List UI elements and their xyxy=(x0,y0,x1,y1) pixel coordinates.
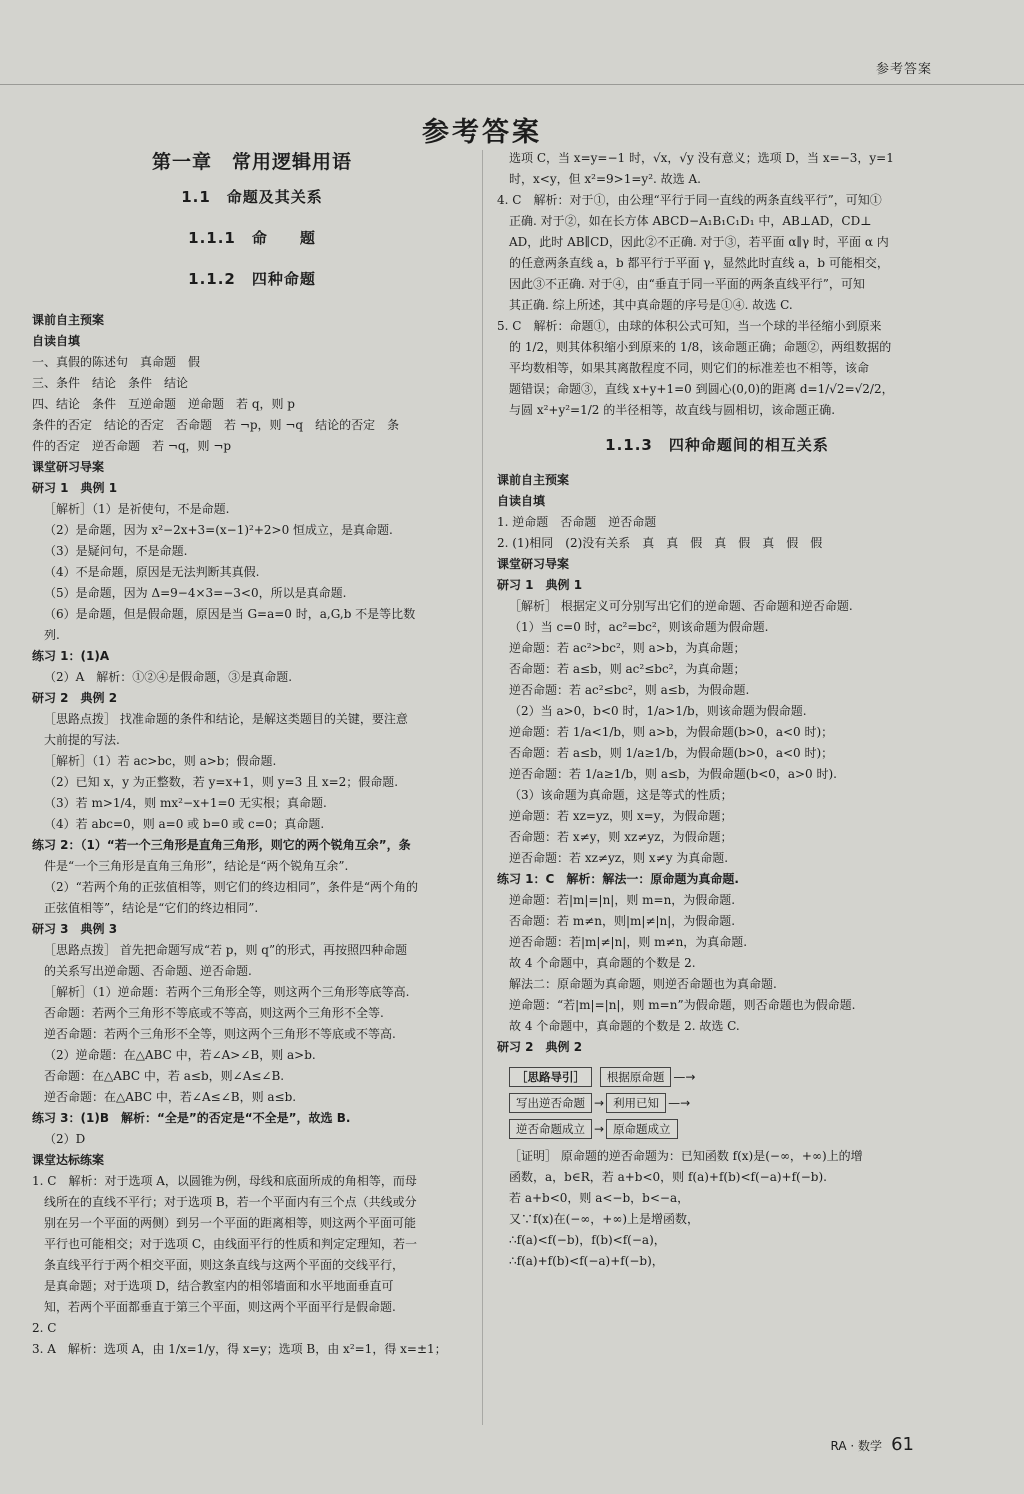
arrow-right-icon: —→ xyxy=(668,1095,691,1110)
answer-line: 选项 C，当 x=y=−1 时，√x，√y 没有意义；选项 D，当 x=−3，y=1 xyxy=(509,151,894,165)
answer-line: （6）是命题，但是假命题，原因是当 G=a=0 时，a,G,b 不是等比数 xyxy=(44,607,416,621)
answer-line: 又∵f(x)在(−∞，+∞)上是增函数， xyxy=(509,1212,700,1226)
answer-line: 逆命题：若 1/a<1/b，则 a>b，为假命题(b>0，a<0 时)； xyxy=(509,725,834,739)
answer-line: 否命题：若 m≠n，则|m|≠|n|，为假命题. xyxy=(509,914,736,928)
right-answer-lines-bottom xyxy=(497,470,937,1058)
answer-line: 逆命题：若 xz=yz，则 x=y，为假命题； xyxy=(509,809,733,823)
answer-line: 函数，a，b∈R，若 a+b<0，则 f(a)+f(b)<f(−a)+f(−b). xyxy=(509,1170,827,1184)
answer-line: 大前提的写法. xyxy=(44,733,120,747)
answer-line: 三、条件 结论 条件 结论 xyxy=(32,376,189,390)
answer-line: 逆否命题：若 xz≠yz，则 x≠y 为真命题. xyxy=(509,851,729,865)
arrow-right-icon: → xyxy=(594,1121,605,1136)
flow-box-use-known: 利用已知 xyxy=(606,1093,666,1113)
answer-line: 因此③不正确. 对于④，由“垂直于同一平面的两条直线平行”，可知 xyxy=(509,277,865,291)
answer-line: （5）是命题，因为 Δ=9−4×3=−3<0，所以是真命题. xyxy=(44,586,347,600)
answer-line: 故 4 个命题中，真命题的个数是 2. xyxy=(509,956,696,970)
section-heading: 自读自填 xyxy=(32,334,81,348)
answer-line: 四、结论 条件 互逆命题 逆命题 若 q，则 p xyxy=(32,397,295,411)
answer-line: （2）A 解析：①②④是假命题，③是真命题. xyxy=(44,670,293,684)
answer-line: 1. C 解析：对于选项 A，以圆锥为例，母线和底面所成的角相等，而母 xyxy=(32,1174,417,1188)
answer-line: 条件的否定 结论的否定 否命题 若 ¬p，则 ¬q 结论的否定 条 xyxy=(32,418,400,432)
answer-line: 逆命题：若|m|=|n|，则 m=n，为假命题. xyxy=(509,893,736,907)
answer-line: 否命题：在△ABC 中，若 a≤b，则∠A≤∠B. xyxy=(44,1069,285,1083)
answer-line: 是真命题；对于选项 D，结合教室内的相邻墙面和水平地面垂直可 xyxy=(44,1279,394,1293)
answer-line: ［思路点拨］ 首先把命题写成“若 p，则 q”的形式，再按照四种命题 xyxy=(44,943,408,957)
answer-line: 件是“一个三角形是直角三角形”，结论是“两个锐角互余”. xyxy=(44,859,349,873)
answer-line: 5. C 解析：命题①，由球的体积公式可知，当一个球的半径缩小到原来 xyxy=(497,319,882,333)
section-heading: 练习 3：(1)B 解析：“全是”的否定是“不全是”，故选 B. xyxy=(32,1111,351,1125)
answer-line: 若 a+b<0，则 a<−b，b<−a， xyxy=(509,1191,690,1205)
answer-line: （3）该命题为真命题，这是等式的性质； xyxy=(509,788,733,802)
answer-line: ［解析］（1）是祈使句，不是命题. xyxy=(44,502,230,516)
answer-line: 2. C xyxy=(32,1321,57,1335)
answer-line: 逆否命题：在△ABC 中，若∠A≤∠B，则 a≤b. xyxy=(44,1090,297,1104)
answer-line: 逆否命题：若两个三角形不全等，则这两个三角形不等底或不等高. xyxy=(44,1027,396,1041)
arrow-icon xyxy=(592,1067,600,1088)
flow-tag: ［思路导引］ xyxy=(509,1067,592,1087)
answer-line: 的 1/2，则其体积缩小到原来的 1/8，该命题正确；命题②，两组数据的 xyxy=(509,340,892,354)
flow-box-contrapositive-holds: 逆否命题成立 xyxy=(509,1119,592,1139)
flow-box-original: 根据原命题 xyxy=(600,1067,672,1087)
answer-line: （4）不是命题，原因是无法判断其真假. xyxy=(44,565,260,579)
section-heading: 课堂达标练案 xyxy=(32,1153,105,1167)
answer-line: （4）若 abc=0，则 a=0 或 b=0 或 c=0；真命题. xyxy=(44,817,325,831)
page-number: 61 xyxy=(891,1434,914,1455)
answer-line: 逆命题：“若|m|=|n|，则 m=n”为假命题，则否命题也为假命题. xyxy=(509,998,856,1012)
answer-line: ［解析］ 根据定义可分别写出它们的逆命题、否命题和逆否命题. xyxy=(509,599,853,613)
answer-line: 否命题：若两个三角形不等底或不等高，则这两个三角形不全等. xyxy=(44,1006,384,1020)
answer-line: 3. A 解析：选项 A，由 1/x=1/y，得 x=y；选项 B，由 x²=1，得 x=±1； xyxy=(32,1342,447,1356)
section-heading: 研习 2 典例 2 xyxy=(32,691,118,705)
subsection-title: 1.1.2 四种命题 xyxy=(188,270,316,288)
subsection-title: 1.1.1 命 题 xyxy=(188,229,316,247)
page-header xyxy=(0,0,1024,88)
answer-line: 逆否命题：若|m|≠|n|，则 m≠n，为真命题. xyxy=(509,935,748,949)
chapter-title: 第一章 常用逻辑用语 xyxy=(151,151,352,173)
answer-line: AD，此时 AB∥CD，因此②不正确. 对于③，若平面 α∥γ 时，平面 α 内 xyxy=(509,235,889,249)
answer-line: 条直线平行于两个相交平面，则这条直线与这两个平面的交线平行， xyxy=(44,1258,405,1272)
answer-line: 4. C 解析：对于①，由公理“平行于同一直线的两条直线平行”，可知① xyxy=(497,193,882,207)
answer-line: （2）是命题，因为 x²−2x+3=(x−1)²+2>0 恒成立，是真命题. xyxy=(44,523,393,537)
section-heading: 研习 2 典例 2 xyxy=(497,1040,583,1054)
answer-line: 逆否命题：若 ac²≤bc²，则 a≤b，为假命题. xyxy=(509,683,750,697)
section-heading: 课前自主预案 xyxy=(497,473,570,487)
answer-line: ［解析］（1）逆命题：若两个三角形全等，则这两个三角形等底等高. xyxy=(44,985,410,999)
answer-line: 的关系写出逆命题、否命题、逆否命题. xyxy=(44,964,252,978)
answer-line: ［解析］（1）若 ac>bc，则 a>b；假命题. xyxy=(44,754,277,768)
left-answer-lines xyxy=(32,310,472,1360)
section-heading: 研习 1 典例 1 xyxy=(497,578,583,592)
arrow-right-icon: → xyxy=(594,1095,605,1110)
header-divider xyxy=(0,84,1024,85)
answer-line: 列. xyxy=(44,628,60,642)
answer-line: 时，x<y，但 x²=9>1=y². 故选 A. xyxy=(509,172,701,186)
header-label: 参考答案 xyxy=(875,62,932,77)
answer-line: 故 4 个命题中，真命题的个数是 2. 故选 C. xyxy=(509,1019,740,1033)
answer-line: 知，若两个平面都垂直于第三个平面，则这两个平面平行是假命题. xyxy=(44,1300,396,1314)
answer-line: ∴f(a)+f(b)<f(−a)+f(−b)， xyxy=(509,1254,664,1268)
answer-line: （3）若 m>1/4，则 mx²−x+1=0 无实根；真命题. xyxy=(44,796,327,810)
answer-line: （2）当 a>0，b<0 时，1/a>1/b，则该命题为假命题. xyxy=(509,704,807,718)
page-title: 参考答案 xyxy=(422,117,542,148)
answer-line: 正弦值相等”，结论是“它们的终边相同”. xyxy=(44,901,259,915)
answer-line: 平均数相等，如果其离散程度不同，则它们的标准差也不相等，该命 xyxy=(509,361,870,375)
answer-line: 2. (1)相同 (2)没有关系 真 真 假 真 假 真 假 假 xyxy=(497,536,823,550)
page-footer xyxy=(830,1434,914,1455)
answer-line: 题错误；命题③，直线 x+y+1=0 到圆心(0,0)的距离 d=1/√2=√2/2， xyxy=(509,382,894,396)
answer-line: （1）当 c=0 时，ac²=bc²，则该命题为假命题. xyxy=(509,620,769,634)
section-heading: 练习 1：(1)A xyxy=(32,649,110,663)
answer-line: ∴f(a)<f(−b)，f(b)<f(−a)， xyxy=(509,1233,666,1247)
section-heading: 课堂研习导案 xyxy=(497,557,570,571)
answer-line: ［思路点拨］ 找准命题的条件和结论，是解这类题目的关键，要注意 xyxy=(44,712,408,726)
section-heading: 练习 2：（1）“若一个三角形是直角三角形，则它的两个锐角互余”，条 xyxy=(32,838,411,852)
left-column xyxy=(32,148,472,1360)
answer-line: 解法二：原命题为真命题，则逆否命题也为真命题. xyxy=(509,977,777,991)
answer-line: 件的否定 逆否命题 若 ¬q，则 ¬p xyxy=(32,439,232,453)
section-heading: 研习 1 典例 1 xyxy=(32,481,118,495)
section-title: 1.1 命题及其关系 xyxy=(181,188,323,206)
answer-line: 别在另一个平面的两侧）到另一个平面的距离相等，则这两个平面可能 xyxy=(44,1216,417,1230)
arrow-right-icon: —→ xyxy=(673,1069,696,1084)
section-title: 1.1.3 四种命题间的相互关系 xyxy=(605,436,829,454)
footer-subject: RA · 数学 xyxy=(830,1439,882,1453)
answer-line: （2）D xyxy=(44,1132,86,1146)
answer-line: 逆命题：若 ac²>bc²，则 a>b，为真命题； xyxy=(509,641,746,655)
flow-box-contrapositive: 写出逆否命题 xyxy=(509,1093,592,1113)
answer-line: 一、真假的陈述句 真命题 假 xyxy=(32,355,201,369)
answer-line: 平行也可能相交；对于选项 C，由线面平行的性质和判定定理知，若一 xyxy=(44,1237,417,1251)
section-heading: 课堂研习导案 xyxy=(32,460,105,474)
section-heading: 自读自填 xyxy=(497,494,546,508)
right-column xyxy=(497,148,937,1272)
section-heading: 研习 3 典例 3 xyxy=(32,922,118,936)
answer-line: 其正确. 综上所述，其中真命题的序号是①④. 故选 C. xyxy=(509,298,793,312)
thinking-flow-diagram xyxy=(509,1064,937,1142)
answer-line: 的任意两条直线 a，b 都平行于平面 γ，显然此时直线 a，b 可能相交， xyxy=(509,256,889,270)
answer-line: 否命题：若 a≤b，则 ac²≤bc²，为真命题； xyxy=(509,662,746,676)
section-heading: 练习 1：C 解析：解法一：原命题为真命题. xyxy=(497,872,739,886)
answer-line: 与圆 x²+y²=1/2 的半径相等，故直线与圆相切，该命题正确. xyxy=(509,403,836,417)
section-heading: 课前自主预案 xyxy=(32,313,105,327)
answer-line: 否命题：若 a≤b，则 1/a≥1/b，为假命题(b>0，a<0 时)； xyxy=(509,746,834,760)
answer-line: 逆否命题：若 1/a≥1/b，则 a≤b，为假命题(b<0，a>0 时). xyxy=(509,767,837,781)
answer-line: （3）是疑问句，不是命题. xyxy=(44,544,188,558)
answer-line: 正确. 对于②，如在长方体 ABCD−A₁B₁C₁D₁ 中，AB⊥AD，CD⊥ xyxy=(509,214,872,228)
answer-line: 否命题：若 x≠y，则 xz≠yz，为假命题； xyxy=(509,830,733,844)
answer-line: ［证明］ 原命题的逆否命题为：已知函数 f(x)是(−∞，+∞)上的增 xyxy=(509,1149,863,1163)
answer-line: （2）“若两个角的正弦值相等，则它们的终边相同”，条件是“两个角的 xyxy=(44,880,419,894)
proof-lines xyxy=(497,1146,937,1272)
right-answer-lines-top xyxy=(497,148,937,421)
answer-line: 线所在的直线不平行；对于选项 B，若一个平面内有三个点（共线或分 xyxy=(44,1195,417,1209)
flow-box-original-holds: 原命题成立 xyxy=(606,1119,678,1139)
column-divider xyxy=(482,150,483,1425)
answer-line: （2）已知 x，y 为正整数，若 y=x+1，则 y=3 且 x=2；假命题. xyxy=(44,775,399,789)
answer-line: （2）逆命题：在△ABC 中，若∠A>∠B，则 a>b. xyxy=(44,1048,316,1062)
answer-line: 1. 逆命题 否命题 逆否命题 xyxy=(497,515,657,529)
